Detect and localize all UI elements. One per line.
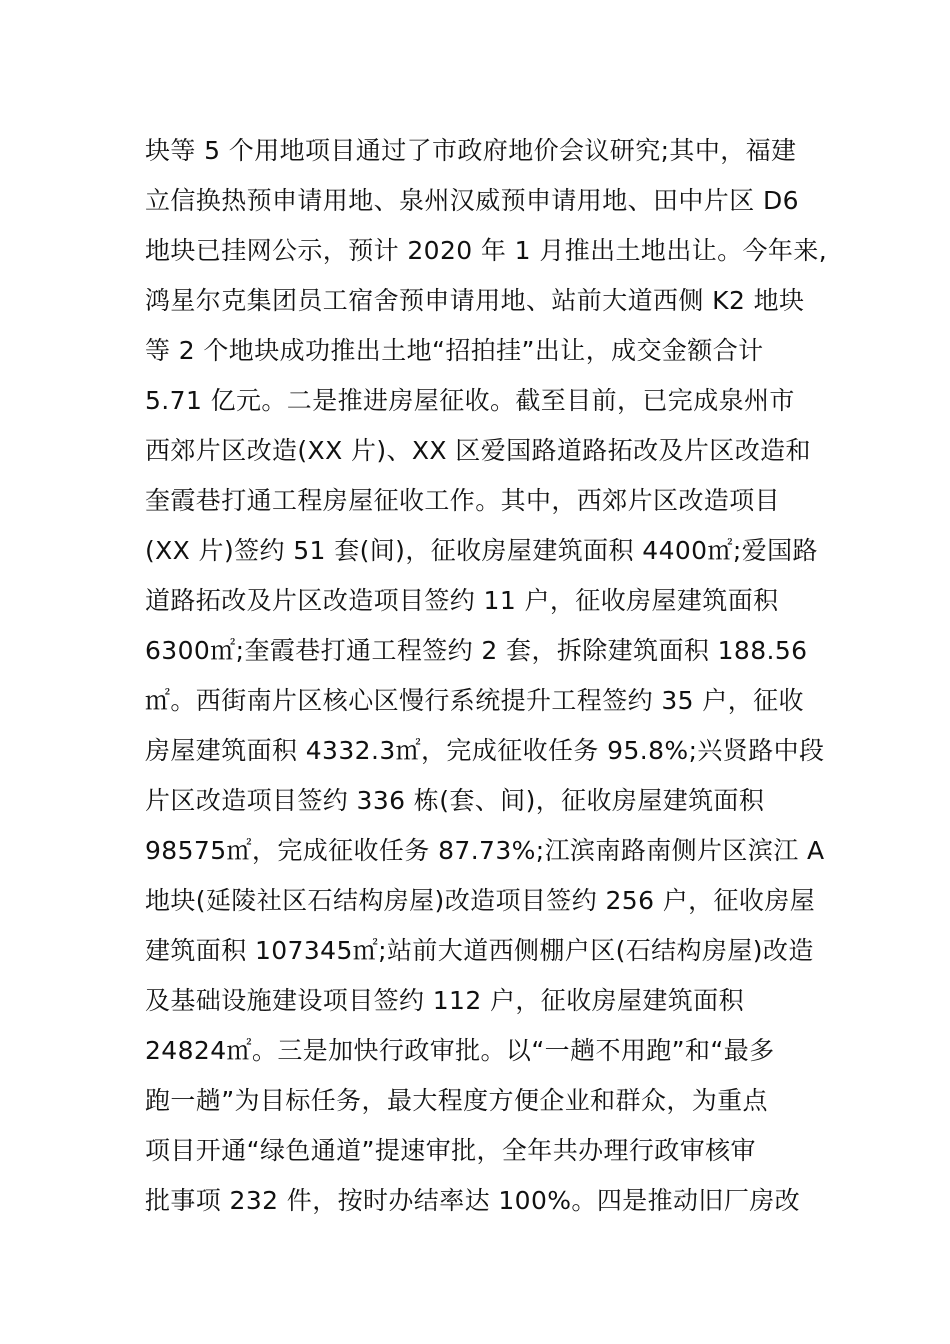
text-line: 块等 5 个用地项目通过了市政府地价会议研究;其中，福建 bbox=[145, 136, 797, 165]
text-line: 地块(延陵社区石结构房屋)改造项目签约 256 户，征收房屋 bbox=[145, 886, 816, 915]
text-line: 鸿星尔克集团员工宿舍预申请用地、站前大道西侧 K2 地块 bbox=[145, 286, 805, 315]
text-line: 立信换热预申请用地、泉州汉威预申请用地、田中片区 D6 bbox=[145, 186, 799, 215]
text-line: 建筑面积 107345㎡;站前大道西侧棚户区(石结构房屋)改造 bbox=[145, 936, 814, 965]
body-paragraph bbox=[145, 126, 828, 1226]
text-line: 等 2 个地块成功推出土地“招拍挂”出让，成交金额合计 bbox=[145, 336, 764, 365]
text-line: 项目开通“绿色通道”提速审批，全年共办理行政审核审 bbox=[145, 1136, 756, 1165]
text-line: 批事项 232 件，按时办结率达 100%。四是推动旧厂房改 bbox=[145, 1186, 801, 1215]
text-line: 房屋建筑面积 4332.3㎡，完成征收任务 95.8%;兴贤路中段 bbox=[145, 736, 825, 765]
text-line: 奎霞巷打通工程房屋征收工作。其中，西郊片区改造项目 bbox=[145, 486, 781, 515]
text-line: 6300㎡;奎霞巷打通工程签约 2 套，拆除建筑面积 188.56 bbox=[145, 636, 808, 665]
text-line: 道路拓改及片区改造项目签约 11 户，征收房屋建筑面积 bbox=[145, 586, 779, 615]
text-line: 跑一趟”为目标任务，最大程度方便企业和群众，为重点 bbox=[145, 1086, 768, 1115]
text-line: 24824㎡。三是加快行政审批。以“一趟不用跑”和“最多 bbox=[145, 1036, 775, 1065]
text-line: (XX 片)签约 51 套(间)，征收房屋建筑面积 4400㎡;爱国路 bbox=[145, 536, 818, 565]
text-line: 西郊片区改造(XX 片)、XX 区爱国路道路拓改及片区改造和 bbox=[145, 436, 811, 465]
text-line: 98575㎡，完成征收任务 87.73%;江滨南路南侧片区滨江 A bbox=[145, 836, 825, 865]
text-line: ㎡。西街南片区核心区慢行系统提升工程签约 35 户，征收 bbox=[145, 686, 804, 715]
text-line: 5.71 亿元。二是推进房屋征收。截至目前，已完成泉州市 bbox=[145, 386, 795, 415]
text-line: 及基础设施建设项目签约 112 户，征收房屋建筑面积 bbox=[145, 986, 745, 1015]
text-line: 片区改造项目签约 336 栋(套、间)，征收房屋建筑面积 bbox=[145, 786, 765, 815]
text-line: 地块已挂网公示，预计 2020 年 1 月推出土地出让。今年来, bbox=[145, 236, 828, 265]
